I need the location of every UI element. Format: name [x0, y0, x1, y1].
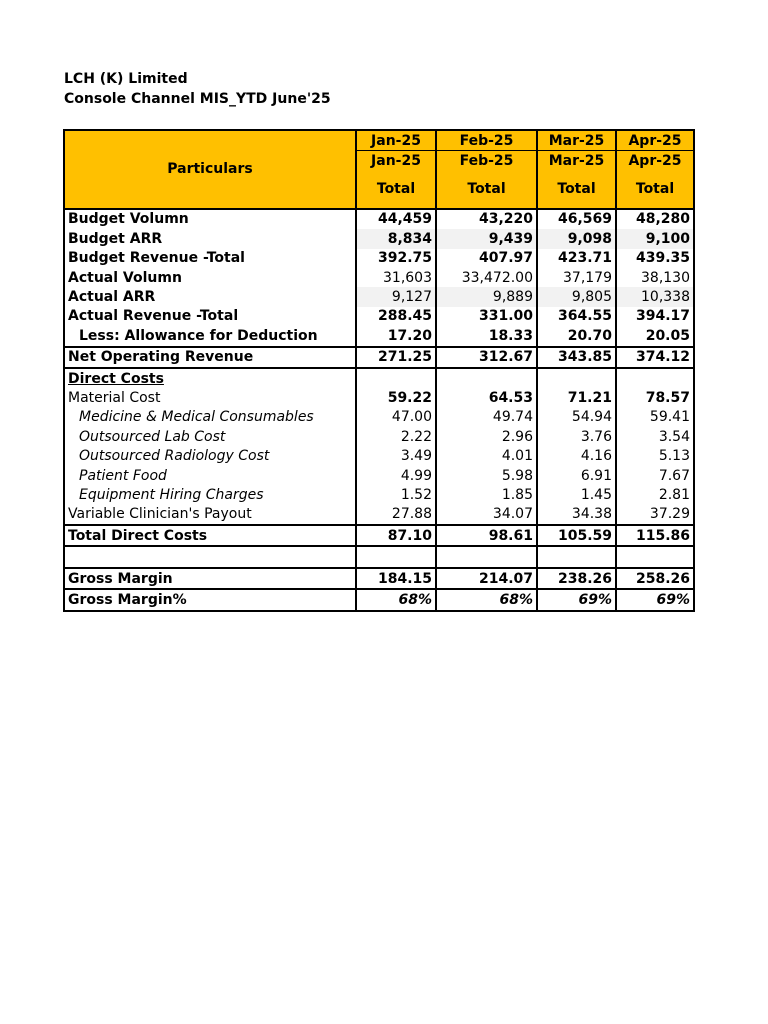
total-header: Total	[436, 171, 537, 209]
cell-value	[356, 368, 436, 388]
cell-value: 271.25	[356, 347, 436, 368]
cell-value: 68%	[436, 589, 537, 610]
cell-value: 20.70	[537, 326, 616, 346]
cell-value: 439.35	[616, 249, 694, 268]
cell-value: 4.16	[537, 446, 616, 465]
cell-value: 69%	[616, 589, 694, 610]
row-label: Gross Margin%	[64, 589, 356, 610]
cell-value: 312.67	[436, 347, 537, 368]
period-header: Jan-25	[356, 151, 436, 171]
mis-table	[63, 129, 695, 612]
table-row	[64, 229, 694, 248]
cell-value: 48,280	[616, 209, 694, 229]
table-row	[64, 209, 694, 229]
cell-value: 7.67	[616, 466, 694, 485]
cell-value: 20.05	[616, 326, 694, 346]
cell-value: 9,889	[436, 287, 537, 306]
cell-value: 3.54	[616, 427, 694, 446]
period-header: Apr-25	[616, 151, 694, 171]
cell-value: 34.38	[537, 505, 616, 525]
table-row	[64, 408, 694, 427]
table-row	[64, 347, 694, 368]
row-label: Total Direct Costs	[64, 525, 356, 546]
row-label: Outsourced Radiology Cost	[64, 446, 356, 465]
row-label: Actual Volumn	[64, 268, 356, 287]
cell-value: 1.45	[537, 485, 616, 504]
table-row	[64, 446, 694, 465]
cell-value: 98.61	[436, 525, 537, 546]
cell-value: 68%	[356, 589, 436, 610]
table-row	[64, 525, 694, 546]
cell-value: 394.17	[616, 307, 694, 326]
header-row-month	[64, 130, 694, 151]
company-name: LCH (K) Limited	[64, 71, 188, 87]
month-header: Jan-25	[356, 130, 436, 151]
cell-value: 423.71	[537, 249, 616, 268]
cell-value: 184.15	[356, 568, 436, 589]
cell-value	[436, 368, 537, 388]
total-header: Total	[537, 171, 616, 209]
cell-value: 33,472.00	[436, 268, 537, 287]
cell-value: 9,439	[436, 229, 537, 248]
table-row	[64, 427, 694, 446]
cell-value: 71.21	[537, 388, 616, 407]
row-label: Less: Allowance for Deduction	[64, 326, 356, 346]
table-row	[64, 466, 694, 485]
table-row	[64, 568, 694, 589]
row-label: Budget Volumn	[64, 209, 356, 229]
row-label: Actual Revenue -Total	[64, 307, 356, 326]
cell-value: 87.10	[356, 525, 436, 546]
cell-value: 78.57	[616, 388, 694, 407]
cell-value: 3.76	[537, 427, 616, 446]
section-label: Direct Costs	[64, 368, 356, 388]
cell-value: 34.07	[436, 505, 537, 525]
cell-value: 8,834	[356, 229, 436, 248]
table-row	[64, 287, 694, 306]
cell-value	[616, 546, 694, 567]
period-header: Mar-25	[537, 151, 616, 171]
cell-value: 59.41	[616, 408, 694, 427]
row-label: Equipment Hiring Charges	[64, 485, 356, 504]
table-row	[64, 589, 694, 610]
cell-value: 392.75	[356, 249, 436, 268]
table-row	[64, 326, 694, 346]
month-header: Mar-25	[537, 130, 616, 151]
row-label: Budget ARR	[64, 229, 356, 248]
cell-value: 364.55	[537, 307, 616, 326]
cell-value: 288.45	[356, 307, 436, 326]
month-header: Feb-25	[436, 130, 537, 151]
cell-value: 214.07	[436, 568, 537, 589]
row-label	[64, 546, 356, 567]
row-label: Patient Food	[64, 466, 356, 485]
cell-value: 27.88	[356, 505, 436, 525]
cell-value: 1.85	[436, 485, 537, 504]
cell-value: 3.49	[356, 446, 436, 465]
cell-value: 2.96	[436, 427, 537, 446]
cell-value: 46,569	[537, 209, 616, 229]
cell-value: 258.26	[616, 568, 694, 589]
row-label: Net Operating Revenue	[64, 347, 356, 368]
row-label: Budget Revenue -Total	[64, 249, 356, 268]
particulars-header: Particulars	[64, 130, 356, 209]
cell-value: 5.98	[436, 466, 537, 485]
cell-value: 54.94	[537, 408, 616, 427]
cell-value: 17.20	[356, 326, 436, 346]
cell-value: 6.91	[537, 466, 616, 485]
row-label: Material Cost	[64, 388, 356, 407]
table-row	[64, 368, 694, 388]
cell-value: 4.99	[356, 466, 436, 485]
cell-value	[356, 546, 436, 567]
spacer-row	[64, 546, 694, 567]
table-row	[64, 505, 694, 525]
cell-value: 37,179	[537, 268, 616, 287]
table-row	[64, 307, 694, 326]
cell-value: 407.97	[436, 249, 537, 268]
cell-value	[537, 368, 616, 388]
row-label: Variable Clinician's Payout	[64, 505, 356, 525]
cell-value: 2.22	[356, 427, 436, 446]
cell-value: 9,098	[537, 229, 616, 248]
cell-value	[616, 368, 694, 388]
cell-value: 238.26	[537, 568, 616, 589]
row-label: Medicine & Medical Consumables	[64, 408, 356, 427]
cell-value: 37.29	[616, 505, 694, 525]
cell-value: 1.52	[356, 485, 436, 504]
cell-value: 105.59	[537, 525, 616, 546]
cell-value: 69%	[537, 589, 616, 610]
month-header: Apr-25	[616, 130, 694, 151]
cell-value: 343.85	[537, 347, 616, 368]
row-label: Actual ARR	[64, 287, 356, 306]
table-row	[64, 249, 694, 268]
cell-value: 331.00	[436, 307, 537, 326]
cell-value: 10,338	[616, 287, 694, 306]
total-header: Total	[356, 171, 436, 209]
cell-value: 18.33	[436, 326, 537, 346]
cell-value	[537, 546, 616, 567]
cell-value: 31,603	[356, 268, 436, 287]
cell-value: 9,127	[356, 287, 436, 306]
report-title: Console Channel MIS_YTD June'25	[64, 91, 331, 107]
cell-value: 2.81	[616, 485, 694, 504]
total-header: Total	[616, 171, 694, 209]
row-label: Outsourced Lab Cost	[64, 427, 356, 446]
cell-value: 374.12	[616, 347, 694, 368]
cell-value: 47.00	[356, 408, 436, 427]
cell-value: 9,805	[537, 287, 616, 306]
cell-value: 5.13	[616, 446, 694, 465]
cell-value: 38,130	[616, 268, 694, 287]
cell-value: 4.01	[436, 446, 537, 465]
cell-value: 115.86	[616, 525, 694, 546]
cell-value: 9,100	[616, 229, 694, 248]
cell-value: 44,459	[356, 209, 436, 229]
row-label: Gross Margin	[64, 568, 356, 589]
table-row	[64, 268, 694, 287]
cell-value: 49.74	[436, 408, 537, 427]
cell-value: 59.22	[356, 388, 436, 407]
cell-value: 64.53	[436, 388, 537, 407]
table-row	[64, 388, 694, 407]
table-row	[64, 485, 694, 504]
period-header: Feb-25	[436, 151, 537, 171]
cell-value: 43,220	[436, 209, 537, 229]
cell-value	[436, 546, 537, 567]
